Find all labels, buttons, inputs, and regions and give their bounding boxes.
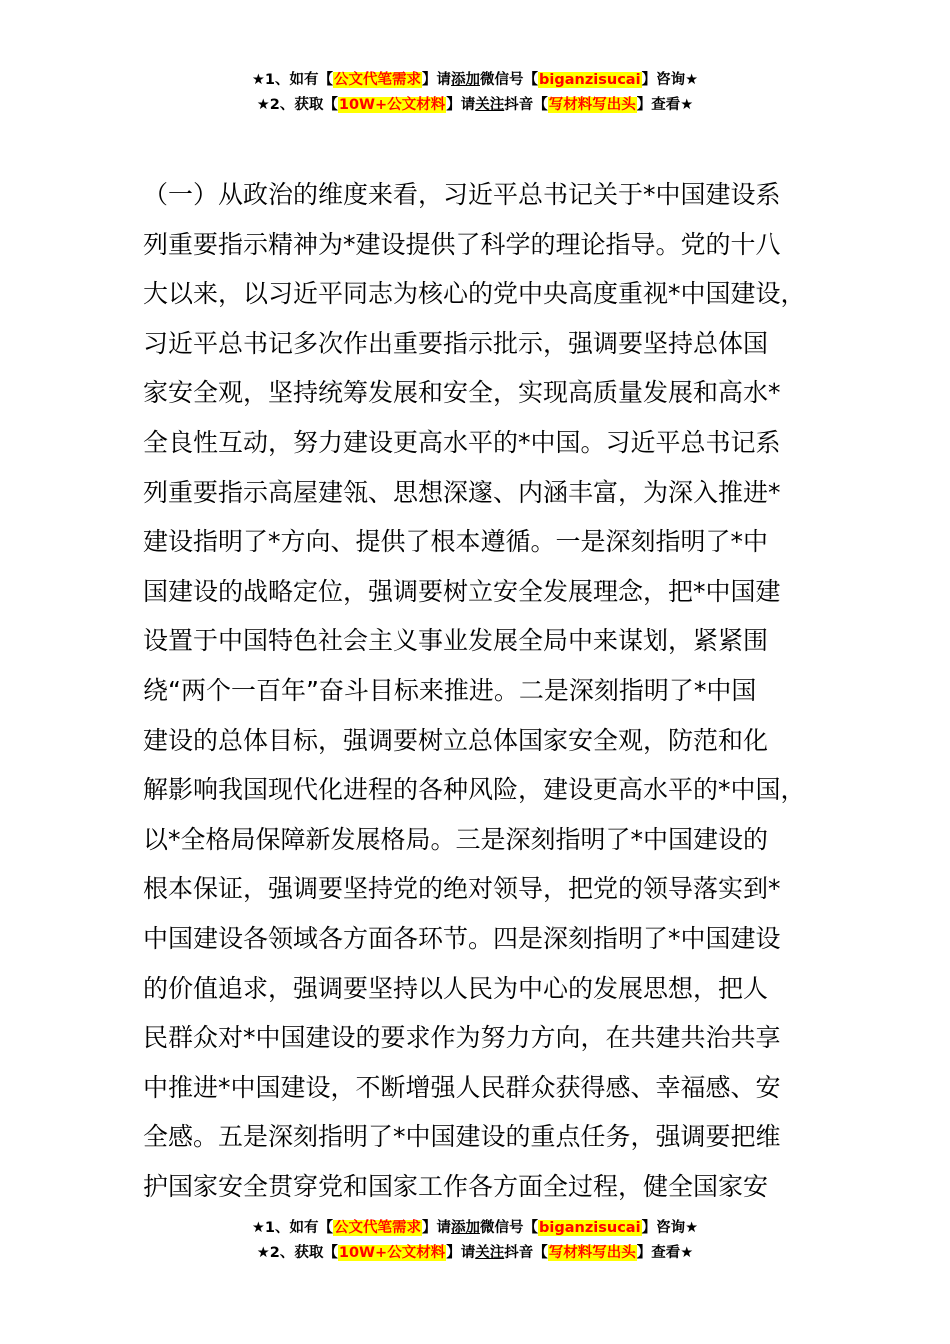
text-line: 中推进*中国建设，不断增强人民群众获得感、幸福感、安 <box>143 1072 781 1102</box>
text-line: 护国家安全贯穿党和国家工作各方面全过程，健全国家安 <box>143 1171 769 1201</box>
text-line: 设置于中国特色社会主义事业发展全局中来谋划，紧紧围 <box>143 626 769 656</box>
body-paragraph <box>143 170 833 1211</box>
banner-highlight: 公文代笔需求 <box>334 1220 422 1236</box>
banner-line-2: ★2、获取【10W+公文材料】请关注抖音【写材料写出头】查看★ <box>256 1245 694 1261</box>
text-line: 国建设的战略定位，强调要树立安全发展理念，把*中国建 <box>143 576 781 606</box>
banner-highlight: 10W+公文材料 <box>338 97 446 113</box>
text-line: 根本保证，强调要坚持党的绝对领导，把党的领导落实到* <box>143 874 781 904</box>
banner-highlight: 10W+公文材料 <box>338 1245 446 1261</box>
banner-highlight: 公文代笔需求 <box>334 72 422 88</box>
banner-highlight: 写材料写出头 <box>548 97 636 113</box>
text-line: （一）从政治的维度来看，习近平总书记关于*中国建设系 <box>143 180 781 209</box>
banner-highlight: 写材料写出头 <box>548 1245 636 1261</box>
banner-underlined-text: 添加 <box>451 72 481 88</box>
text-line: 列重要指示高屋建瓴、思想深邃、内涵丰富，为深入推进* <box>143 477 781 507</box>
banner-line-1: ★1、如有【公文代笔需求】请添加微信号【biganzisucai】咨询★ <box>251 72 699 88</box>
banner-highlight: biganzisucai <box>539 1220 641 1236</box>
text-line: 大以来，以习近平同志为核心的党中央高度重视*中国建设， <box>143 279 806 309</box>
text-line: 家安全观，坚持统筹发展和安全，实现高质量发展和高水* <box>143 378 781 408</box>
text-line: 全感。五是深刻指明了*中国建设的重点任务，强调要把维 <box>143 1122 781 1152</box>
text-line: 解影响我国现代化进程的各种风险，建设更高水平的*中国， <box>143 775 806 805</box>
text-line: 全良性互动，努力建设更高水平的*中国。习近平总书记系 <box>143 427 781 457</box>
banner-highlight: biganzisucai <box>539 72 641 88</box>
text-line: 的价值追求，强调要坚持以人民为中心的发展思想，把人 <box>143 973 769 1003</box>
text-line: 建设的总体目标，强调要树立总体国家安全观，防范和化 <box>143 725 769 755</box>
banner-underlined-text: 关注 <box>475 1245 505 1261</box>
footer-banner <box>0 1216 950 1266</box>
banner-underlined-text: 关注 <box>475 97 505 113</box>
text-line: 中国建设各领域各方面各环节。四是深刻指明了*中国建设 <box>143 923 781 953</box>
banner-line-1: ★1、如有【公文代笔需求】请添加微信号【biganzisucai】咨询★ <box>251 1220 699 1236</box>
text-line: 列重要指示精神为*建设提供了科学的理论指导。党的十八 <box>143 229 781 259</box>
banner-line-2: ★2、获取【10W+公文材料】请关注抖音【写材料写出头】查看★ <box>256 97 694 113</box>
text-line: 民群众对*中国建设的要求作为努力方向，在共建共治共享 <box>143 1023 781 1053</box>
text-line: 习近平总书记多次作出重要指示批示，强调要坚持总体国 <box>143 328 769 358</box>
banner-underlined-text: 添加 <box>451 1220 481 1236</box>
text-line: 以*全格局保障新发展格局。三是深刻指明了*中国建设的 <box>143 824 769 854</box>
header-banner <box>0 68 950 118</box>
text-line: 绕“两个一百年”奋斗目标来推进。二是深刻指明了*中国 <box>143 675 757 705</box>
text-line: 建设指明了*方向、提供了根本遵循。一是深刻指明了*中 <box>143 527 769 557</box>
